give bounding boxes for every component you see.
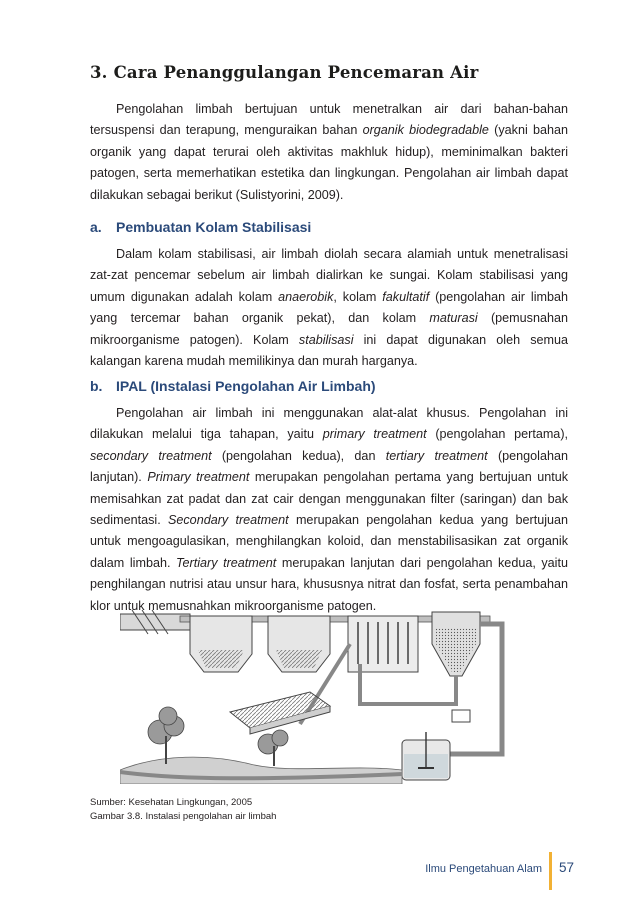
para_b-segment: merupakan pengolahan pertama yang bertujuan untuk memisahkan zat padat dan zat cair dengan menggunakan filter (saringan) dan bak sedimentasi. (90, 470, 569, 528)
subheading-a-title: Pembuatan Kolam Stabilisasi (116, 219, 312, 235)
para_b-segment: Pengolahan air limbah ini menggunakan alat-alat khusus. Pengolahan ini dilakukan melalui tiga tahapan, yaitu (90, 406, 568, 442)
para_b-segment: (pengolahan pertama), (426, 427, 569, 442)
para_b-segment: (pengolahan kedua), dan (211, 448, 386, 463)
figure-caption: Gambar 3.8. Instalasi pengolahan air limbah (90, 811, 277, 822)
subheading-b-title: IPAL (Instalasi Pengolahan Air Limbah) (116, 378, 376, 394)
para_b-segment: (pengolahan lanjutan). (90, 448, 568, 485)
section-title: Cara Penanggulangan Pencemaran Air (113, 63, 479, 82)
paragraph-a (90, 244, 568, 372)
para_b-segment: Primary treatment (147, 470, 250, 485)
subheading-b (90, 378, 376, 394)
intro-segment: organik biodegradable (362, 123, 489, 138)
para_b-segment: tertiary treatment (385, 448, 488, 463)
intro-segment: Pengolahan limbah bertujuan untuk menetralkan air dari bahan-bahan tersuspensi dan terapung, menguraikan bahan (90, 102, 568, 138)
para_b-segment: secondary treatment (90, 448, 212, 463)
subheading-a (90, 219, 311, 235)
para_a-segment: (pengolahan air limbah yang tercemar bahan organik pekat), dan kolam (90, 289, 568, 326)
wastewater-treatment-illustration (120, 604, 540, 784)
paragraph-b (90, 403, 568, 617)
para_a-segment: , kolam (333, 289, 383, 304)
intro-paragraph (90, 99, 568, 206)
footer-book-title: Ilmu Pengetahuan Alam (425, 863, 542, 875)
para_a-segment: ini dapat digunakan oleh semua kalangan karena mudah memilikinya dan murah harganya. (90, 332, 569, 369)
para_a-segment: stabilisasi (298, 332, 354, 347)
subheading-a-letter: a. (90, 219, 102, 235)
intro-segment: (yakni bahan organik yang dapat terurai oleh aktivitas makhluk hidup), meminimalkan bakteri patogen, serta memerhatikan estetika dan lingkungan. Pengolahan air limbah dapat dilakukan sebagai berikut (Sulistyorini, 2009). (90, 123, 568, 202)
para_b-segment: merupakan lanjutan dari pengolahan kedua, yaitu penghilangan nutrisi atau unsur hara, khususnya nitrat dan fosfat, serta penambahan klor untuk memusnahkan mikroorganisme patogen. (90, 555, 568, 613)
para_a-segment: anaerobik (278, 289, 334, 304)
subheading-b-letter: b. (90, 378, 103, 394)
para_b-segment: merupakan pengolahan kedua yang bertujuan untuk mengoagulasikan, menghilangkan koloid, dan menstabilisasikan zat organik dalam limbah. (90, 513, 569, 570)
para_b-segment: Tertiary treatment (176, 555, 277, 570)
para_a-segment: Dalam kolam stabilisasi, air limbah diolah secara alamiah untuk menetralisasi zat-zat pencemar sebelum air limbah dialirkan ke sungai. Kolam stabilisasi yang umum digunakan adalah kolam (90, 247, 568, 304)
figure-source: Sumber: Kesehatan Lingkungan, 2005 (90, 797, 253, 808)
section-number: 3. (90, 63, 108, 82)
page-number: 57 (559, 860, 575, 875)
para_b-segment: primary treatment (322, 427, 427, 442)
para_a-segment: (pemusnahan mikroorganisme patogen). Kolam (90, 311, 568, 347)
section-heading (90, 63, 479, 82)
para_a-segment: maturasi (429, 311, 478, 326)
para_b-segment: Secondary treatment (167, 513, 289, 528)
footer-divider (549, 852, 552, 890)
para_a-segment: fakultatif (382, 289, 430, 304)
